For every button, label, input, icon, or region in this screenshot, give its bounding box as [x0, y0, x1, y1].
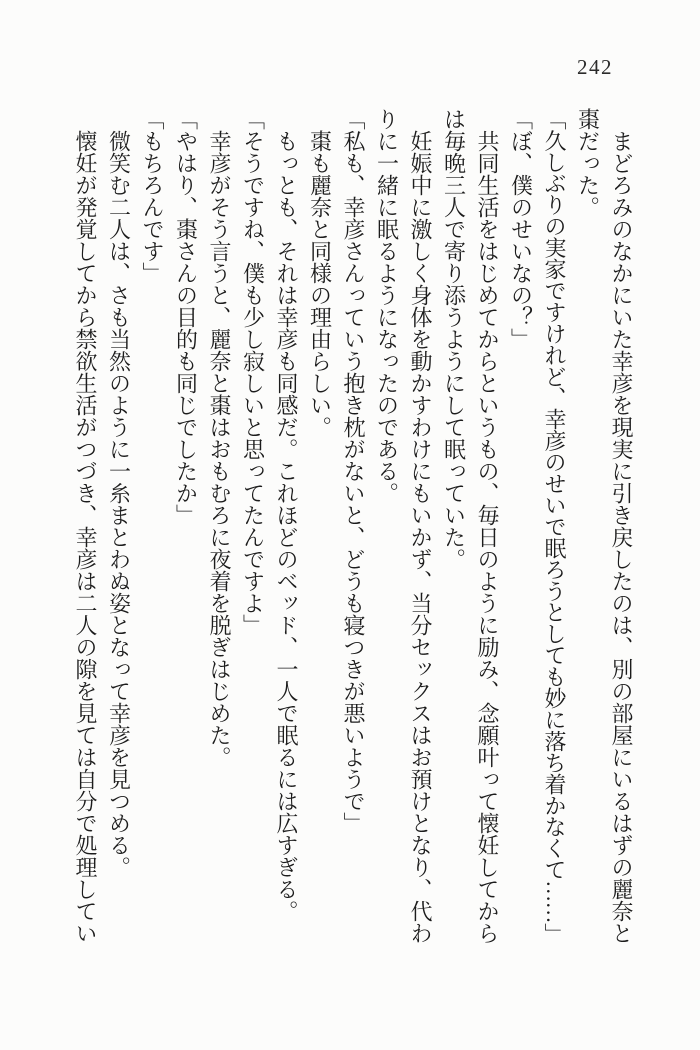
paragraph: まどろみのなかにいた幸彦を現実に引き戻したのは、別の部屋にいるはずの麗奈と棗だった。: [575, 108, 634, 944]
paragraph: もっとも、それは幸彦も同感だ。これほどのベッド、一人で眠るには広すぎる。: [274, 130, 299, 922]
paragraph: 懐妊が発覚してから禁欲生活がつづき、幸彦は二人の隙を見ては自分で処理してい: [73, 130, 98, 944]
paragraph: 微笑む二人は、さも当然のように一糸まとわぬ姿となって幸彦を見つめる。: [106, 130, 132, 878]
page-number: 242: [577, 55, 613, 79]
paragraph: 「私も、幸彦さんっていう抱き枕がないと、どうも寝つきが悪いようで」: [341, 108, 366, 834]
paragraph: 棗も麗奈と同様の理由らしい。: [307, 130, 333, 438]
paragraph: 幸彦がそう言うと、麗奈と棗はおもむろに夜着を脱ぎはじめた。: [207, 130, 232, 768]
paragraph: 「もちろんです」: [140, 108, 165, 284]
paragraph: 「そうですね、僕も少し寂しいと思ってたんですよ」: [240, 108, 266, 636]
paragraph: 「ぼ、僕のせいなの？」: [508, 108, 534, 350]
paragraph: 「久しぶりの実家ですけれど、幸彦のせいで眠ろうとしても妙に落ち着かなくて……」: [542, 108, 567, 945]
paragraph: 共同生活をはじめてからというもの、毎日のように励み、念願叶って懐妊してからは毎晩三人で寄り添うようにして眠っていた。: [441, 108, 500, 944]
paragraph: 「やはり、棗さんの目的も同じでしたか」: [173, 108, 199, 526]
paragraph: 妊娠中に激しく身体を動かすわけにもいかず、当分セックスはお預けとなり、代わりに一緒に眠るようになったのである。: [374, 108, 433, 944]
page-text: [69, 108, 639, 948]
